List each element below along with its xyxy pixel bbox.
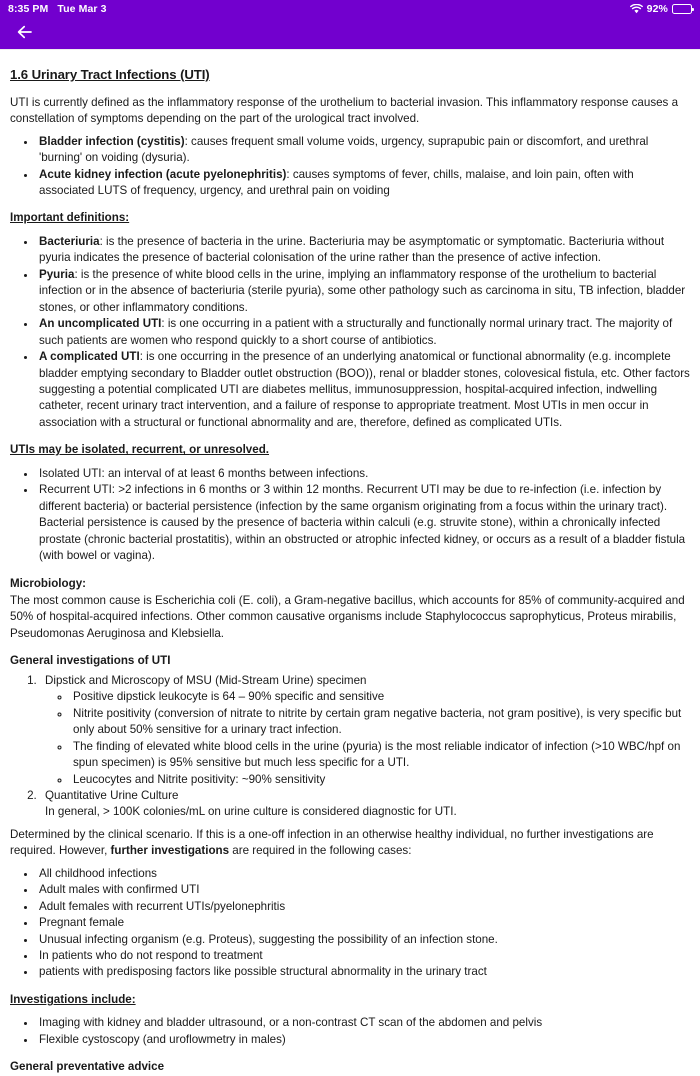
definitions-list bbox=[10, 234, 690, 431]
list-item: • Adult females with recurrent UTIs/pyelonephritis bbox=[37, 899, 690, 915]
step-sub-list bbox=[45, 689, 690, 788]
list-item bbox=[37, 234, 690, 267]
status-bar-right bbox=[630, 3, 692, 15]
list-item-lead: An uncomplicated UTI bbox=[39, 317, 162, 331]
list-item: ◦ Nitrite positivity (conversion of nitrate to nitrite by certain gram negative bacteria, not gram positive), is very specific but only about 50% sensitive for a urinary tract infection. bbox=[71, 706, 690, 739]
battery-percent: 92% bbox=[646, 3, 668, 15]
status-bar bbox=[0, 0, 700, 18]
list-item bbox=[37, 167, 690, 200]
list-item: • Recurrent UTI: >2 infections in 6 months or 3 within 12 months. Recurrent UTI may be due to re-infection (i.e. infection by different bacteria) or bacterial persistence (infection by the same organism originating from a focus within the urinary tract). Bacterial persistence is caused by the presence of bacteria within calculi (e.g. struvite stone), within a chronically infected prostate (chronic bacterial prostatitis), within an obstructed or atrophic infected kidney, or occurs as a result of a bladder fistula (with bowel or vagina). bbox=[37, 482, 690, 564]
list-item: • Pregnant female bbox=[37, 915, 690, 931]
further-cases-list bbox=[10, 866, 690, 981]
list-item-lead: Pyuria bbox=[39, 267, 75, 281]
list-item: • patients with predisposing factors like possible structural abnormality in the urinary tract bbox=[37, 964, 690, 980]
step-text: Quantitative Urine Culture bbox=[45, 788, 179, 802]
list-item-text: : is the presence of bacteria in the urine. Bacteriuria may be asymptomatic or symptomatic. Bacteriuria without pyuria indicates the presence of bacterial colonisation of the urine rather than the presence of active infection. bbox=[39, 234, 665, 265]
microbiology-paragraph: The most common cause is Escherichia coli (E. coli), a Gram-negative bacillus, which accounts for 85% of community-acquired and 50% of hospital-acquired infections. Other common causative organisms include Staphylococcus saprophyticus, Proteus mirabilis, Pseudomonas Aeruginosa and Klebsiella. bbox=[10, 593, 685, 640]
status-date: Tue Mar 3 bbox=[57, 3, 107, 15]
determined-paragraph bbox=[10, 827, 690, 860]
course-list bbox=[10, 466, 690, 565]
list-item-lead: A complicated UTI bbox=[39, 350, 140, 364]
document-body bbox=[0, 50, 700, 1076]
determined-text-before: Determined by the clinical scenario. If this is a one-off infection in an otherwise healthy individual, no further investigations are required. However, bbox=[10, 827, 654, 858]
microbiology-heading: Microbiology: bbox=[10, 576, 86, 590]
list-item: ◦ The finding of elevated white blood cells in the urine (pyuria) is the most reliable indicator of infection (>10 WBC/hpf on spun specimen) is 95% sensitive but much less specific for a UTI. bbox=[71, 739, 690, 772]
investigations-include-list bbox=[10, 1015, 690, 1048]
investigations-heading: General investigations of UTI bbox=[10, 654, 171, 668]
list-item-lead: Bladder infection (cystitis) bbox=[39, 134, 185, 148]
wifi-icon bbox=[630, 4, 643, 14]
battery-icon bbox=[672, 4, 692, 14]
list-item-text: : causes frequent small volume voids, urgency, suprapubic pain or discomfort, and urethral 'burning' on voiding (dysuria). bbox=[39, 134, 649, 165]
page-title: 1.6 Urinary Tract Infections (UTI) bbox=[10, 67, 210, 82]
investigation-steps-list bbox=[10, 673, 690, 821]
app-bar bbox=[0, 18, 700, 49]
status-time: 8:35 PM bbox=[8, 3, 49, 15]
status-bar-left bbox=[8, 3, 107, 15]
list-item-text: : is one occurring in the presence of an underlying anatomical or functional abnormality (e.g. incomplete bladder emptying secondary to Bladder outlet obstruction (BOO)), renal or bladder stones, colovesical fistula, etc. Other factors suggesting a potential complicated UTI are diabetes mellitus, immunosuppression, hospital-acquired infection, indwelling catheter, recent urinary tract intervention, and a failure of response to appropriate treatment. Most UTIs in men occur in association with a structural or functional abnormality and are, therefore, defined as complicated UTIs. bbox=[39, 350, 690, 429]
list-item: • Imaging with kidney and bladder ultrasound, or a non-contrast CT scan of the abdomen and pelvis bbox=[37, 1015, 690, 1031]
list-item-text: : is the presence of white blood cells in the urine, implying an inflammatory response of the urothelium to bacterial infection or in the absence of bacteriuria (sterile pyuria), some other pathology such as carcinoma in situ, TB infection, bladder stones, or other inflammatory conditions. bbox=[39, 267, 686, 314]
list-item: • Adult males with confirmed UTI bbox=[37, 882, 690, 898]
list-item bbox=[40, 673, 690, 788]
list-item bbox=[37, 134, 690, 167]
list-item: • Unusual infecting organism (e.g. Proteus), suggesting the possibility of an infection stone. bbox=[37, 932, 690, 948]
intro-paragraph: UTI is currently defined as the inflammatory response of the urothelium to bacterial invasion. This inflammatory response causes a constellation of symptoms depending on the part of the urological tract involved. bbox=[10, 95, 679, 126]
list-item bbox=[37, 349, 690, 431]
list-item bbox=[40, 788, 690, 821]
course-heading: UTIs may be isolated, recurrent, or unresolved. bbox=[10, 443, 270, 457]
infection-types-list bbox=[10, 134, 690, 200]
step-text: Dipstick and Microscopy of MSU (Mid-Stream Urine) specimen bbox=[45, 673, 367, 687]
preventative-heading: General preventative advice bbox=[10, 1060, 165, 1074]
list-item: ◦ Positive dipstick leukocyte is 64 – 90% specific and sensitive bbox=[71, 689, 690, 705]
list-item-text: : is one occurring in a patient with a structurally and functionally normal urinary tract. The majority of such patients are women who respond quickly to a short course of antibiotics. bbox=[39, 317, 673, 347]
step-note: In general, > 100K colonies/mL on urine culture is considered diagnostic for UTI. bbox=[45, 805, 457, 819]
definitions-heading: Important definitions: bbox=[10, 211, 130, 225]
list-item-text: : causes symptoms of fever, chills, malaise, and loin pain, often with associated LUTS of frequency, urgency, and urethral pain on voiding bbox=[39, 167, 634, 197]
list-item: ◦ Leucocytes and Nitrite positivity: ~90% sensitivity bbox=[71, 772, 690, 788]
list-item bbox=[37, 267, 690, 316]
list-item: • In patients who do not respond to treatment bbox=[37, 948, 690, 964]
determined-bold: further investigations bbox=[110, 844, 230, 858]
list-item-lead: Acute kidney infection (acute pyelonephritis) bbox=[39, 167, 287, 181]
list-item: • Isolated UTI: an interval of at least 6 months between infections. bbox=[37, 466, 690, 482]
list-item: • All childhood infections bbox=[37, 866, 690, 882]
arrow-left-icon bbox=[15, 23, 35, 44]
list-item bbox=[37, 316, 690, 349]
investigations-include-heading: Investigations include: bbox=[10, 992, 136, 1006]
list-item: • Flexible cystoscopy (and uroflowmetry in males) bbox=[37, 1032, 690, 1048]
list-item-lead: Bacteriuria bbox=[39, 234, 100, 248]
determined-text-after: are required in the following cases: bbox=[229, 844, 412, 858]
back-button[interactable] bbox=[12, 21, 38, 47]
